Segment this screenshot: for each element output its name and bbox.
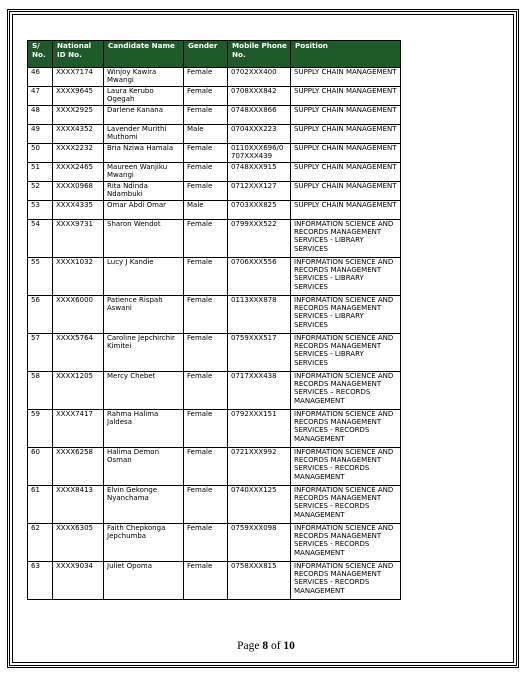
cell-sno: 50 bbox=[28, 144, 53, 163]
cell-mobile-phone: 0721XXX992 bbox=[228, 448, 291, 486]
table-row bbox=[28, 68, 401, 87]
cell-national-id: XXXX9034 bbox=[53, 562, 104, 600]
cell-candidate-name: Sharon Wendot bbox=[104, 220, 184, 258]
cell-candidate-name: Darlene Kanana bbox=[104, 106, 184, 125]
footer-total-pages: 10 bbox=[283, 640, 295, 652]
cell-candidate-name: Bria Nziwa Hamala bbox=[104, 144, 184, 163]
cell-national-id: XXXX7174 bbox=[53, 68, 104, 87]
table-row bbox=[28, 182, 401, 201]
cell-national-id: XXXX4335 bbox=[53, 201, 104, 220]
table-row bbox=[28, 562, 401, 600]
cell-gender: Female bbox=[184, 562, 228, 600]
header-mobile-phone: Mobile Phone No. bbox=[228, 41, 291, 68]
cell-sno: 58 bbox=[28, 372, 53, 410]
cell-gender: Female bbox=[184, 486, 228, 524]
cell-sno: 63 bbox=[28, 562, 53, 600]
cell-sno: 52 bbox=[28, 182, 53, 201]
cell-mobile-phone: 0740XXX125 bbox=[228, 486, 291, 524]
cell-candidate-name: Elvin Gekonge Nyanchama bbox=[104, 486, 184, 524]
header-candidate-name: Candidate Name bbox=[104, 41, 184, 68]
table-row bbox=[28, 201, 401, 220]
cell-position: SUPPLY CHAIN MANAGEMENT bbox=[291, 144, 401, 163]
table-row bbox=[28, 220, 401, 258]
cell-position: SUPPLY CHAIN MANAGEMENT bbox=[291, 201, 401, 220]
cell-gender: Male bbox=[184, 201, 228, 220]
cell-gender: Female bbox=[184, 182, 228, 201]
cell-gender: Female bbox=[184, 68, 228, 87]
table-row bbox=[28, 372, 401, 410]
footer-of-word: of bbox=[270, 640, 281, 652]
table-row bbox=[28, 125, 401, 144]
cell-sno: 51 bbox=[28, 163, 53, 182]
table-row bbox=[28, 87, 401, 106]
cell-position: INFORMATION SCIENCE AND RECORDS MANAGEMENT SERVICES - LIBRARY SERVICES bbox=[291, 258, 401, 296]
cell-position: INFORMATION SCIENCE AND RECORDS MANAGEMENT SERVICES - RECORDS MANAGEMENT bbox=[291, 562, 401, 600]
cell-candidate-name: Caroline Jepchirchir Kimitei bbox=[104, 334, 184, 372]
cell-position: INFORMATION SCIENCE AND RECORDS MANAGEMENT SERVICES - LIBRARY SERVICES bbox=[291, 334, 401, 372]
cell-mobile-phone: 0799XXX522 bbox=[228, 220, 291, 258]
cell-gender: Female bbox=[184, 410, 228, 448]
header-sno: S/ No. bbox=[28, 41, 53, 68]
cell-gender: Female bbox=[184, 296, 228, 334]
cell-mobile-phone: 0792XXX151 bbox=[228, 410, 291, 448]
cell-national-id: XXXX7417 bbox=[53, 410, 104, 448]
cell-national-id: XXXX8413 bbox=[53, 486, 104, 524]
cell-gender: Female bbox=[184, 144, 228, 163]
cell-position: INFORMATION SCIENCE AND RECORDS MANAGEMENT SERVICES - RECORDS MANAGEMENT bbox=[291, 448, 401, 486]
cell-gender: Male bbox=[184, 125, 228, 144]
cell-candidate-name: Patience Rispah Aswani bbox=[104, 296, 184, 334]
cell-sno: 57 bbox=[28, 334, 53, 372]
cell-sno: 54 bbox=[28, 220, 53, 258]
table-row bbox=[28, 334, 401, 372]
cell-sno: 60 bbox=[28, 448, 53, 486]
footer-page-word: Page bbox=[237, 640, 260, 652]
cell-sno: 62 bbox=[28, 524, 53, 562]
cell-position: SUPPLY CHAIN MANAGEMENT bbox=[291, 68, 401, 87]
cell-gender: Female bbox=[184, 87, 228, 106]
cell-mobile-phone: 0702XXX400 bbox=[228, 68, 291, 87]
cell-national-id: XXXX0968 bbox=[53, 182, 104, 201]
cell-position: SUPPLY CHAIN MANAGEMENT bbox=[291, 163, 401, 182]
cell-sno: 59 bbox=[28, 410, 53, 448]
cell-gender: Female bbox=[184, 524, 228, 562]
cell-national-id: XXXX2232 bbox=[53, 144, 104, 163]
cell-position: INFORMATION SCIENCE AND RECORDS MANAGEMENT SERVICES - LIBRARY SERVICES bbox=[291, 220, 401, 258]
candidates-table bbox=[27, 40, 401, 600]
cell-mobile-phone: 0759XXX517 bbox=[228, 334, 291, 372]
cell-position: INFORMATION SCIENCE AND RECORDS MANAGEMENT SERVICES - RECORDS MANAGEMENT bbox=[291, 410, 401, 448]
cell-position: INFORMATION SCIENCE AND RECORDS MANAGEMENT SERVICES – RECORDS MANAGEMENT bbox=[291, 372, 401, 410]
cell-national-id: XXXX6258 bbox=[53, 448, 104, 486]
cell-candidate-name: Omar Abdi Omar bbox=[104, 201, 184, 220]
cell-national-id: XXXX1205 bbox=[53, 372, 104, 410]
cell-gender: Female bbox=[184, 106, 228, 125]
cell-position: SUPPLY CHAIN MANAGEMENT bbox=[291, 182, 401, 201]
cell-mobile-phone: 0748XXX866 bbox=[228, 106, 291, 125]
cell-sno: 47 bbox=[28, 87, 53, 106]
cell-candidate-name: Laura Kerubo Ogegah bbox=[104, 87, 184, 106]
cell-candidate-name: Juliet Opoma bbox=[104, 562, 184, 600]
cell-mobile-phone: 0712XXX127 bbox=[228, 182, 291, 201]
table-row bbox=[28, 296, 401, 334]
cell-gender: Female bbox=[184, 163, 228, 182]
cell-national-id: XXXX6000 bbox=[53, 296, 104, 334]
table-row bbox=[28, 144, 401, 163]
cell-mobile-phone: 0748XXX915 bbox=[228, 163, 291, 182]
cell-mobile-phone: 0113XXX878 bbox=[228, 296, 291, 334]
header-gender: Gender bbox=[184, 41, 228, 68]
cell-gender: Female bbox=[184, 258, 228, 296]
cell-candidate-name: Rahma Halima Jaldesa bbox=[104, 410, 184, 448]
cell-mobile-phone: 0758XXX815 bbox=[228, 562, 291, 600]
footer-current-page: 8 bbox=[262, 640, 269, 652]
cell-national-id: XXXX9731 bbox=[53, 220, 104, 258]
cell-sno: 53 bbox=[28, 201, 53, 220]
cell-candidate-name: Winjoy Kawira Mwangi bbox=[104, 68, 184, 87]
table-row bbox=[28, 524, 401, 562]
cell-national-id: XXXX4352 bbox=[53, 125, 104, 144]
cell-candidate-name: Faith Chepkonga Jepchumba bbox=[104, 524, 184, 562]
cell-mobile-phone: 0708XXX842 bbox=[228, 87, 291, 106]
cell-sno: 55 bbox=[28, 258, 53, 296]
cell-mobile-phone: 0704XXX223 bbox=[228, 125, 291, 144]
cell-gender: Female bbox=[184, 334, 228, 372]
cell-sno: 61 bbox=[28, 486, 53, 524]
cell-national-id: XXXX5764 bbox=[53, 334, 104, 372]
table-row bbox=[28, 258, 401, 296]
cell-gender: Female bbox=[184, 372, 228, 410]
cell-candidate-name: Mercy Chebet bbox=[104, 372, 184, 410]
cell-mobile-phone: 0759XXX098 bbox=[228, 524, 291, 562]
cell-mobile-phone: 0110XXX696/0 707XXX439 bbox=[228, 144, 291, 163]
header-position: Position bbox=[291, 41, 401, 68]
cell-sno: 48 bbox=[28, 106, 53, 125]
page-footer bbox=[0, 640, 532, 652]
table-header-row bbox=[28, 41, 401, 68]
cell-national-id: XXXX9645 bbox=[53, 87, 104, 106]
cell-position: INFORMATION SCIENCE AND RECORDS MANAGEMENT SERVICES - RECORDS MANAGEMENT bbox=[291, 524, 401, 562]
table-row bbox=[28, 106, 401, 125]
cell-sno: 56 bbox=[28, 296, 53, 334]
cell-position: SUPPLY CHAIN MANAGEMENT bbox=[291, 125, 401, 144]
cell-position: INFORMATION SCIENCE AND RECORDS MANAGEMENT SERVICES - RECORDS MANAGEMENT bbox=[291, 486, 401, 524]
cell-mobile-phone: 0706XXX556 bbox=[228, 258, 291, 296]
cell-candidate-name: Maureen Wanjiku Mwangi bbox=[104, 163, 184, 182]
cell-national-id: XXXX6305 bbox=[53, 524, 104, 562]
header-national-id: National ID No. bbox=[53, 41, 104, 68]
cell-candidate-name: Lucy J Kandie bbox=[104, 258, 184, 296]
cell-position: SUPPLY CHAIN MANAGEMENT bbox=[291, 106, 401, 125]
table-row bbox=[28, 486, 401, 524]
cell-candidate-name: Rita Ndinda Ndambuki bbox=[104, 182, 184, 201]
cell-sno: 49 bbox=[28, 125, 53, 144]
cell-gender: Female bbox=[184, 448, 228, 486]
cell-national-id: XXXX2925 bbox=[53, 106, 104, 125]
cell-sno: 46 bbox=[28, 68, 53, 87]
cell-national-id: XXXX1032 bbox=[53, 258, 104, 296]
cell-mobile-phone: 0717XXX438 bbox=[228, 372, 291, 410]
cell-candidate-name: Halima Demon Osman bbox=[104, 448, 184, 486]
cell-position: SUPPLY CHAIN MANAGEMENT bbox=[291, 87, 401, 106]
cell-position: INFORMATION SCIENCE AND RECORDS MANAGEMENT SERVICES - LIBRARY SERVICES bbox=[291, 296, 401, 334]
cell-national-id: XXXX2465 bbox=[53, 163, 104, 182]
table-row bbox=[28, 410, 401, 448]
table-row bbox=[28, 448, 401, 486]
cell-candidate-name: Lavender Murithi Muthomi bbox=[104, 125, 184, 144]
cell-mobile-phone: 0703XXX825 bbox=[228, 201, 291, 220]
table-row bbox=[28, 163, 401, 182]
cell-gender: Female bbox=[184, 220, 228, 258]
